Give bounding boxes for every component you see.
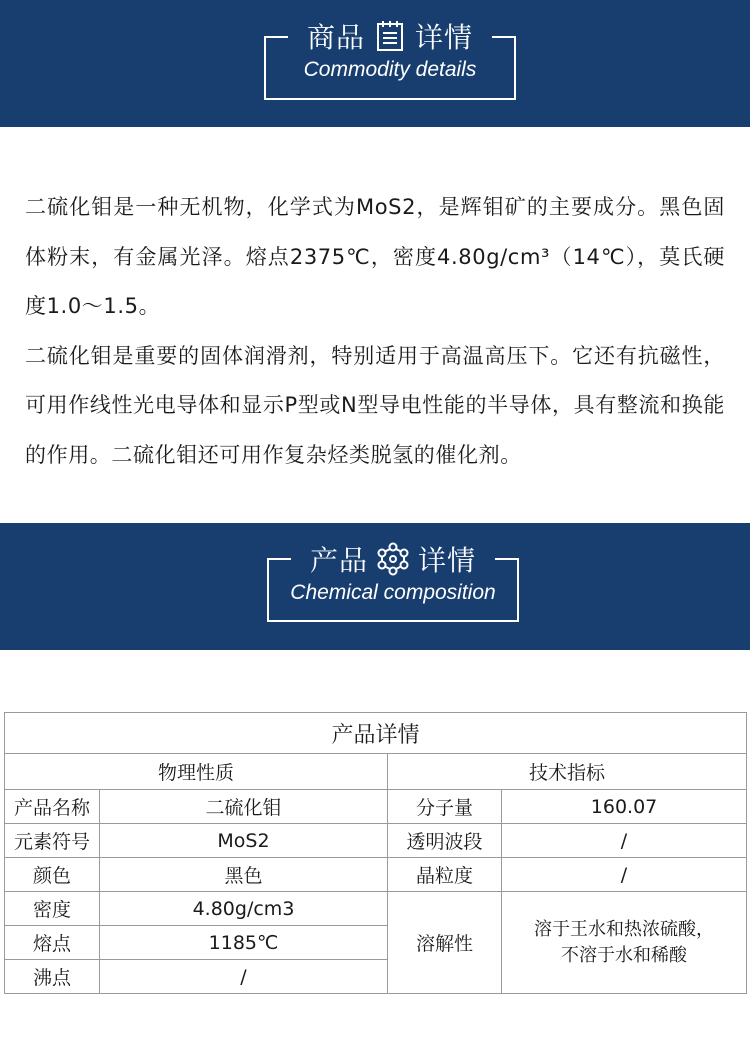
row-value: 黑色 [100,858,388,892]
physical-properties-header: 物理性质 [5,754,388,790]
commodity-details-banner [0,0,750,127]
row-value: / [502,824,747,858]
row-label: 透明波段 [388,824,502,858]
row-value: MoS2 [100,824,388,858]
description-paragraph-1: 二硫化钼是一种无机物，化学式为MoS2，是辉钼矿的主要成分。黑色固体粉末，有金属光泽。熔点2375℃，密度4.80g/cm³（14℃），莫氏硬度1.0～1.5。 [25,195,725,318]
row-value: 160.07 [502,790,747,824]
section-subtitle: Chemical composition [290,581,496,604]
chemical-composition-banner [0,523,750,650]
section-subtitle: Commodity details [303,58,477,81]
section-title-right: 详情 [415,21,474,54]
technical-specs-header: 技术指标 [388,754,747,790]
solubility-value [502,892,747,994]
product-description [25,183,725,480]
description-paragraph-2: 二硫化钼是重要的固体润滑剂，特别适用于高温高压下。它还有抗磁性，可用作线性光电导体和显示P型或N型导电性能的半导体，具有整流和换能的作用。二硫化钼还可用作复杂烃类脱氢的催化剂。 [25,343,725,467]
row-value: / [502,858,747,892]
row-label: 产品名称 [5,790,100,824]
product-spec-table [4,712,747,994]
row-label: 元素符号 [5,824,100,858]
solubility-line-1: 溶于王水和热浓硫酸， [534,918,714,940]
row-label: 分子量 [388,790,502,824]
row-value: 1185℃ [100,926,388,960]
row-label: 晶粒度 [388,858,502,892]
table-title: 产品详情 [5,713,747,754]
section-title-left: 产品 [309,544,368,577]
row-value: / [100,960,388,994]
section-title-left: 商品 [306,21,365,54]
section-title [280,14,500,58]
notepad-icon [373,19,407,53]
row-value: 二硫化钼 [100,790,388,824]
row-label: 沸点 [5,960,100,994]
table-row [5,824,747,858]
table-row [5,892,747,926]
section-title-right: 详情 [418,544,477,577]
row-label: 熔点 [5,926,100,960]
row-label: 密度 [5,892,100,926]
solubility-label: 溶解性 [388,892,502,994]
row-label: 颜色 [5,858,100,892]
molecule-icon [376,542,410,576]
table-row [5,858,747,892]
row-value: 4.80g/cm3 [100,892,388,926]
section-title [283,537,503,581]
table-row [5,790,747,824]
solubility-line-2: 不溶于水和稀酸 [561,944,687,966]
